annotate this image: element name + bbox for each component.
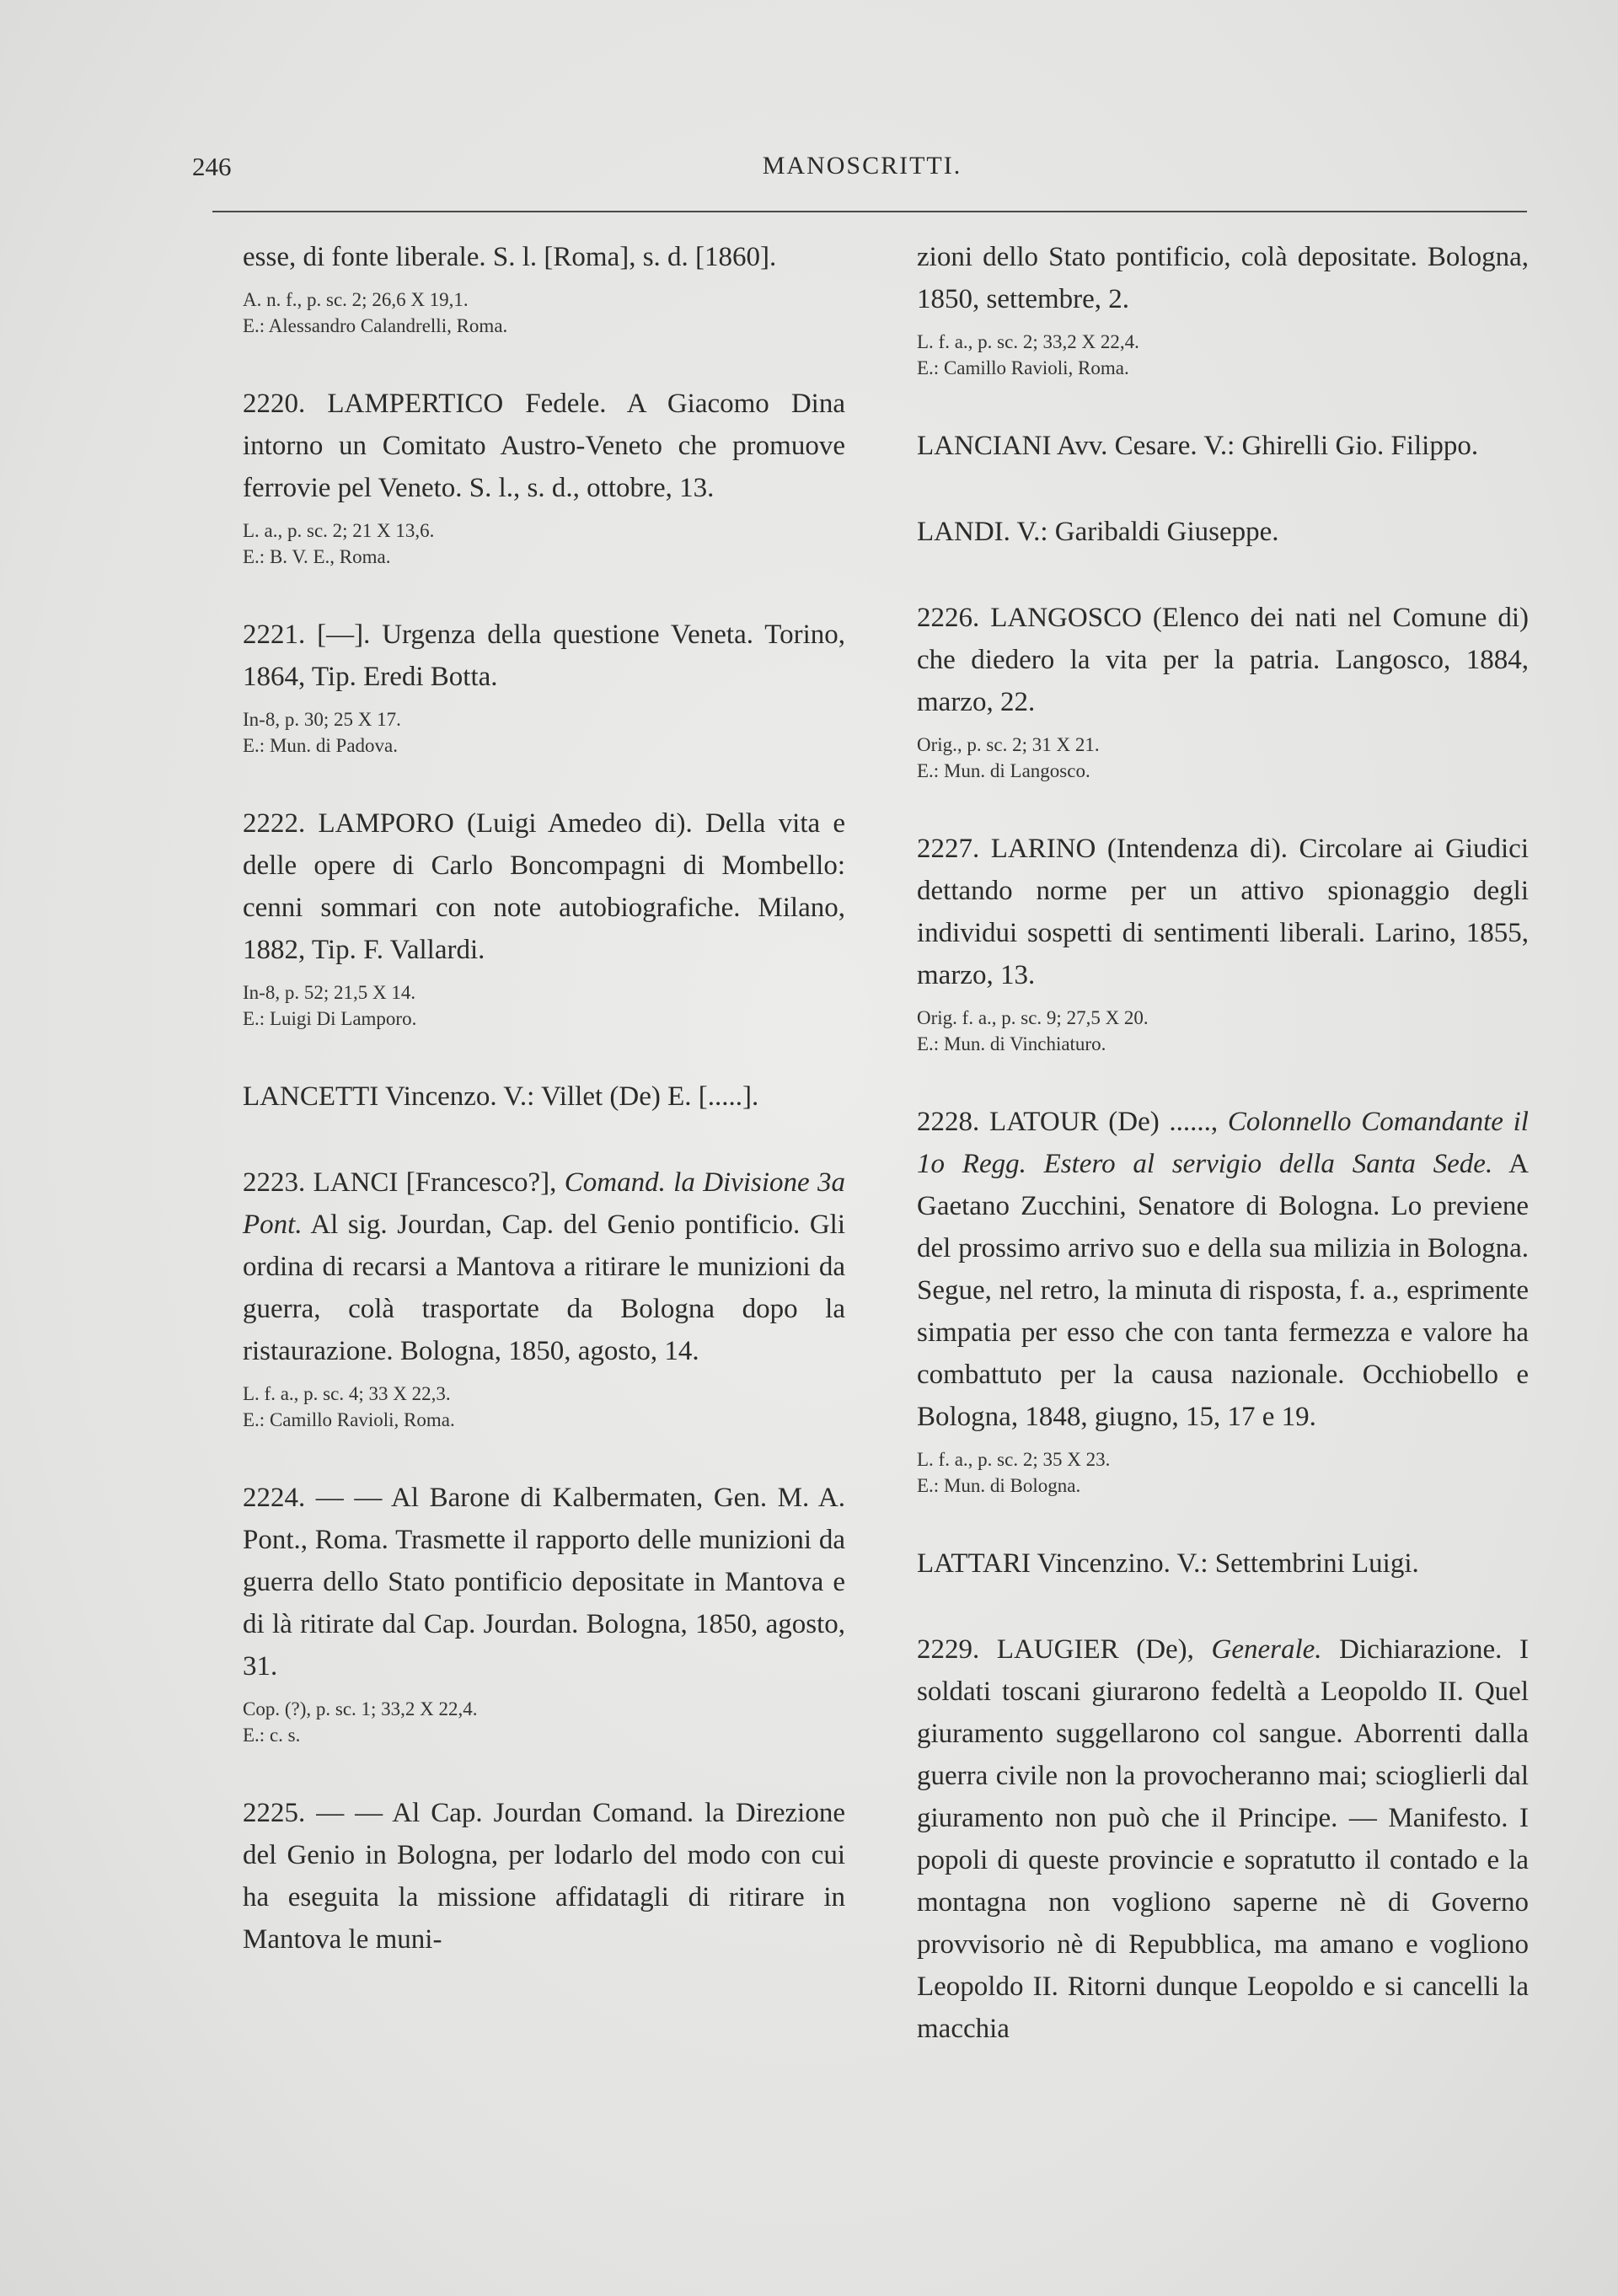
entry-text-body: A Gaetano Zucchini, Senatore di Bologna. Lo previene del prossimo arrivo suo e della sua milizia in Bologna. Segue, nel retro, la minuta di risposta, f. a., esprimente simpatia per esso che con tanta fermezza e valore ha combattuto per la causa nazionale. Occhiobello e Bologna, 1848, giugno, 15, 17 e 19.	[917, 1149, 1530, 1432]
meta-line: E.: Mun. di Padova.	[243, 735, 398, 756]
entry-meta	[243, 287, 845, 339]
running-title: MANOSCRITTI.	[762, 152, 962, 180]
entry-text: 2221. [—]. Urgenza della questione Veneta. Torino, 1864, Tip. Eredi Botta.	[243, 620, 845, 692]
entry-text: 2220. LAMPERTICO Fedele. A Giacomo Dina intorno un Comitato Austro-Veneto che promuove ferrovie pel Veneto. S. l., s. d., ottobre, 13.	[243, 389, 845, 503]
entry-meta	[917, 1446, 1529, 1499]
left-column	[243, 236, 845, 1961]
entry-2223	[243, 1161, 845, 1433]
entry-text: 2226. LANGOSCO (Elenco dei nati nel Comune di) che diedero la vita per la patria. Langosco, 1884, marzo, 22.	[917, 603, 1529, 717]
entry-lancetti	[243, 1076, 845, 1118]
entry-2225-continued	[917, 236, 1529, 381]
page-number: 246	[192, 152, 232, 181]
meta-line: L. f. a., p. sc. 2; 33,2 X 22,4.	[917, 331, 1139, 352]
entry-text: 2225. — — Al Cap. Jourdan Comand. la Direzione del Genio in Bologna, per lodarlo del modo con cui ha eseguita la missione affidatagli di ritirare in Mantova le muni-	[243, 1798, 845, 1955]
entry-text-body: Dichiarazione. I soldati toscani giurarono fedeltà a Leopoldo II. Quel giuramento suggellarono col sangue. Aborrenti dalla guerra civile non la provocheranno mai; scioglierli dal giuramento non può che il Principe. — Manifesto. I popoli di queste provincie e sopratutto il contado e la montagna non vogliono saperne nè di Governo provvisorio nè di Repubblica, ma amano e vogliono Leopoldo II. Ritorni dunque Leopoldo e si cancelli la macchia	[917, 1634, 1529, 2044]
entry-meta	[243, 979, 845, 1032]
entry-text: LANCETTI Vincenzo. V.: Villet (De) E. [.....].	[243, 1081, 759, 1112]
entry-2224	[243, 1477, 845, 1748]
entry-text: zioni dello Stato pontificio, colà depositate. Bologna, 1850, settembre, 2.	[917, 242, 1529, 314]
entry-text-lead: 2228. LATOUR (De) ......,	[917, 1107, 1228, 1137]
entry-text-lead: 2223. LANCI [Francesco?],	[243, 1167, 565, 1198]
meta-line: E.: c. s.	[243, 1725, 301, 1746]
entry-meta	[917, 1005, 1529, 1057]
meta-line: Orig. f. a., p. sc. 9; 27,5 X 20.	[917, 1007, 1149, 1028]
meta-line: Orig., p. sc. 2; 31 X 21.	[917, 734, 1100, 755]
entry-2222	[243, 802, 845, 1032]
entry-lanciani	[917, 425, 1529, 467]
entry-text: LATTARI Vincenzino. V.: Settembrini Luigi.	[917, 1548, 1419, 1579]
meta-line: E.: Alessandro Calandrelli, Roma.	[243, 315, 508, 336]
meta-line: E.: Mun. di Langosco.	[917, 760, 1090, 781]
entry-text	[917, 1628, 1529, 2050]
entry-2220	[243, 383, 845, 570]
entry-text-lead: 2229. LAUGIER (De),	[917, 1634, 1212, 1665]
entry-meta	[243, 1381, 845, 1433]
entry-2225	[243, 1792, 845, 1961]
entry-2229	[917, 1628, 1529, 2050]
entry-text	[917, 1101, 1529, 1438]
entry-meta	[243, 518, 845, 570]
entry-2221	[243, 614, 845, 759]
entry-text-italic: Generale.	[1211, 1634, 1322, 1665]
entry-landi	[917, 511, 1529, 553]
entry-text-italic: Colonnello Comandante il 1o Regg. Estero al servigio della Santa Sede.	[917, 1107, 1529, 1179]
meta-line: A. n. f., p. sc. 2; 26,6 X 19,1.	[243, 289, 469, 310]
entry-2227	[917, 828, 1529, 1057]
entry-lattari	[917, 1542, 1529, 1585]
meta-line: E.: Mun. di Bologna.	[917, 1475, 1081, 1496]
meta-line: E.: Camillo Ravioli, Roma.	[243, 1409, 455, 1430]
entry-text: 2222. LAMPORO (Luigi Amedeo di). Della vita e delle opere di Carlo Boncompagni di Mombello: cenni sommari con note autobiografiche. Milano, 1882, Tip. F. Vallardi.	[243, 808, 845, 965]
entry-meta	[243, 706, 845, 759]
meta-line: E.: Camillo Ravioli, Roma.	[917, 357, 1129, 378]
entry-meta	[917, 732, 1529, 784]
meta-line: E.: B. V. E., Roma.	[243, 546, 391, 567]
entry-2226	[917, 597, 1529, 784]
entry-text	[243, 1161, 845, 1372]
entry-text: 2224. — — Al Barone di Kalbermaten, Gen. M. A. Pont., Roma. Trasmette il rapporto delle munizioni da guerra dello Stato pontificio depositate in Mantova e di là ritirate dal Cap. Jourdan. Bologna, 1850, agosto, 31.	[243, 1483, 845, 1682]
meta-line: In-8, p. 52; 21,5 X 14.	[243, 982, 416, 1003]
meta-line: L. f. a., p. sc. 2; 35 X 23.	[917, 1449, 1111, 1470]
meta-line: E.: Luigi Di Lamporo.	[243, 1008, 417, 1029]
entry-meta	[243, 1696, 845, 1748]
meta-line: E.: Mun. di Vinchiaturo.	[917, 1033, 1106, 1054]
header-rule	[212, 211, 1527, 212]
meta-line: L. a., p. sc. 2; 21 X 13,6.	[243, 520, 435, 541]
entry-meta	[917, 329, 1529, 381]
entry-text-italic: Comand. la Divisione 3a Pont.	[243, 1167, 846, 1240]
entry-text: esse, di fonte liberale. S. l. [Roma], s. d. [1860].	[243, 242, 777, 272]
meta-line: In-8, p. 30; 25 X 17.	[243, 709, 401, 730]
meta-line: Cop. (?), p. sc. 1; 33,2 X 22,4.	[243, 1698, 478, 1719]
entry-continuation	[243, 236, 845, 339]
entry-text: LANDI. V.: Garibaldi Giuseppe.	[917, 517, 1279, 547]
entry-text: LANCIANI Avv. Cesare. V.: Ghirelli Gio. Filippo.	[917, 431, 1479, 461]
entry-text: 2227. LARINO (Intendenza di). Circolare ai Giudici dettando norme per un attivo spionaggio degli individui sospetti di sentimenti liberali. Larino, 1855, marzo, 13.	[917, 834, 1529, 990]
entry-text-body: Al sig. Jourdan, Cap. del Genio pontificio. Gli ordina di recarsi a Mantova a ritirare le munizioni da guerra, colà trasportate da Bologna dopo la ristaurazione. Bologna, 1850, agosto, 14.	[243, 1210, 845, 1366]
entry-2228	[917, 1101, 1529, 1499]
page-header	[192, 152, 1532, 185]
meta-line: L. f. a., p. sc. 4; 33 X 22,3.	[243, 1383, 451, 1404]
right-column	[917, 236, 1529, 2050]
